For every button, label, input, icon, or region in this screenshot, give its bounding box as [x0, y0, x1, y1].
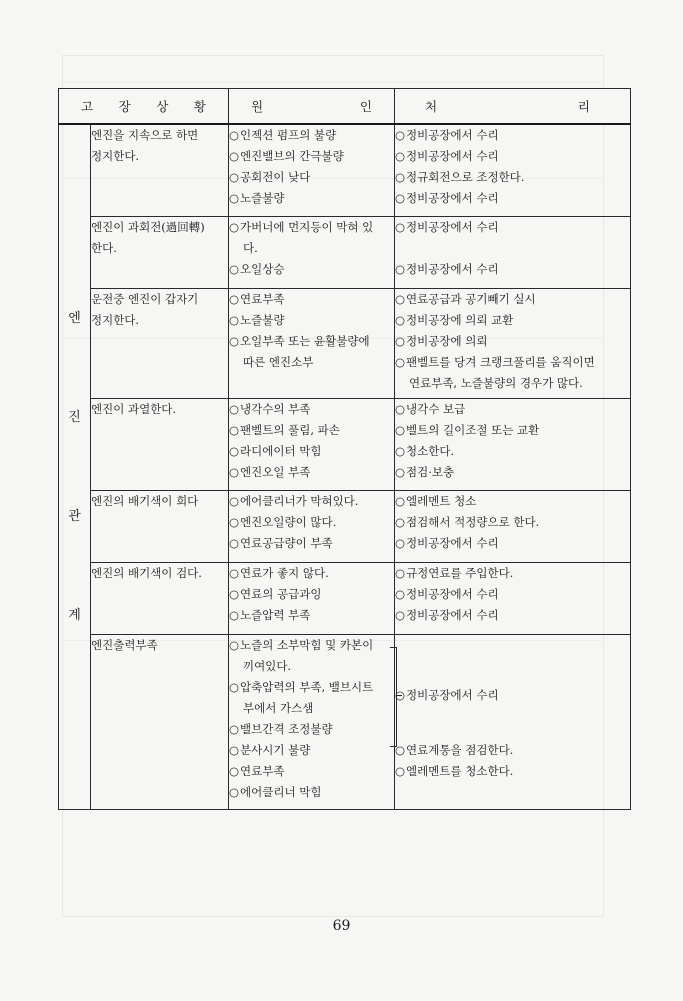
table-row	[59, 398, 631, 490]
cause-item: ○ 엔진오일 부족	[229, 462, 394, 483]
cause-cell	[229, 490, 395, 562]
category-engine	[59, 124, 91, 809]
bracketed-causes	[229, 635, 394, 761]
cause-item: ○ 연료부족	[229, 761, 394, 782]
cause-cell	[229, 124, 395, 216]
header-char: 장	[118, 98, 131, 114]
action-item: ○ 정비공장에서 수리	[395, 188, 630, 209]
action-item: ○ 청소한다.	[395, 441, 630, 462]
symptom-cell	[91, 398, 229, 490]
header-char: 처	[425, 98, 438, 114]
cause-item: ○ 분사시기 불량	[229, 740, 394, 761]
cause-item: ○ 팬벨트의 풀림, 파손	[229, 420, 394, 441]
action-item: ○ 연료공급과 공기빼기 실시	[395, 289, 630, 310]
cause-item: ○ 냉각수의 부족	[229, 399, 394, 420]
action-item: ○ 엘레멘트 청소	[395, 491, 630, 512]
action-cell	[395, 490, 631, 562]
cause-item: ○ 연료부족	[229, 289, 394, 310]
cause-item: ○ 에어클리너가 막혀있다.	[229, 491, 394, 512]
cause-item: ○ 노즐불량	[229, 310, 394, 331]
cause-cell	[229, 634, 395, 809]
symptom-cell	[91, 124, 229, 216]
header-char: 황	[193, 98, 206, 114]
table-row	[59, 288, 631, 398]
cause-item-continued: 따른 엔진소부	[243, 354, 314, 369]
header-symptom	[59, 89, 229, 125]
action-cell	[395, 124, 631, 216]
cause-item: ○ 엔진오일량이 많다.	[229, 512, 394, 533]
symptom-cell	[91, 562, 229, 634]
symptom-text: 엔진을 지속으로 하면	[91, 128, 199, 142]
action-item: ○ 정비공장에서 수리	[395, 533, 630, 554]
cause-item-continued: 다.	[243, 240, 258, 255]
grouping-bracket-tick	[396, 695, 402, 696]
action-item: ○ 점검·보충	[395, 462, 630, 483]
header-char: 고	[81, 98, 94, 114]
cause-item: ○ 가버너에 먼지등이 막혀 있	[229, 217, 394, 238]
cause-cell	[229, 562, 395, 634]
category-char: 계	[68, 607, 81, 623]
action-item: ○ 정비공장에서 수리	[395, 605, 630, 626]
cause-item: ○ 엔진밸브의 간극불량	[229, 146, 394, 167]
symptom-text: 운전중 엔진이 갑자기	[91, 291, 199, 306]
symptom-text: 정지한다.	[91, 149, 140, 163]
action-item: ○ 팬벨트를 당겨 크랭크풀리를 움직이면	[395, 352, 630, 373]
cause-item: ○ 에어클리너 막힘	[229, 782, 394, 803]
cause-item: ○ 노즐불량	[229, 188, 394, 209]
symptom-text: 엔진이 과열한다.	[91, 401, 177, 416]
table-row	[59, 634, 631, 809]
cause-item: ○ 밸브간격 조정불량	[229, 719, 394, 740]
symptom-cell	[91, 216, 229, 288]
header-char: 원	[251, 98, 264, 114]
cause-item-continued: 부에서 가스샘	[243, 700, 314, 715]
cause-item: ○ 노즐의 소부막힘 및 카본이	[229, 635, 394, 656]
action-cell	[395, 398, 631, 490]
action-item: ○ 정비공장에서 수리	[395, 685, 630, 706]
cause-item: ○ 인젝션 펌프의 불량	[229, 125, 394, 146]
action-item: ○ 정비공장에서 수리	[395, 125, 630, 146]
cause-cell	[229, 288, 395, 398]
action-item: ○ 정비공장에서 수리	[395, 584, 630, 605]
symptom-cell	[91, 288, 229, 398]
action-item: ○ 연료계통을 점검한다.	[395, 740, 630, 761]
header-action	[395, 89, 631, 125]
action-item: ○ 벨트의 길이조절 또는 교환	[395, 420, 630, 441]
category-char: 엔	[68, 310, 81, 326]
table-header-row	[59, 89, 631, 125]
cause-item: ○ 압축압력의 부족, 밸브시트	[229, 677, 394, 698]
action-item: ○ 정비공장에 의뢰	[395, 331, 630, 352]
action-item: ○ 정비공장에서 수리	[395, 146, 630, 167]
action-cell	[395, 216, 631, 288]
cause-cell	[229, 216, 395, 288]
category-char: 진	[68, 409, 81, 425]
table-row	[59, 216, 631, 288]
action-item: ○ 정비공장에서 수리	[395, 259, 630, 280]
cause-item: ○ 노즐압력 부족	[229, 605, 394, 626]
action-cell	[395, 562, 631, 634]
ghost-line	[62, 82, 602, 83]
cause-item: ○ 연료가 좋지 않다.	[229, 563, 394, 584]
cause-item: ○ 오일상승	[229, 259, 394, 280]
action-item: ○ 정비공장에 의뢰 교환	[395, 310, 630, 331]
cause-item: ○ 라디에이터 막힘	[229, 441, 394, 462]
action-item: ○ 냉각수 보급	[395, 399, 630, 420]
cause-item: ○ 연료공급량이 부족	[229, 533, 394, 554]
symptom-cell	[91, 490, 229, 562]
header-cause	[229, 89, 395, 125]
symptom-cell	[91, 634, 229, 809]
header-char: 리	[577, 98, 590, 114]
cause-item-continued: 끼여있다.	[243, 658, 292, 673]
cause-item: ○ 오일부족 또는 윤활불량에	[229, 331, 394, 352]
action-item-continued: 연료부족, 노즐불량의 경우가 많다.	[409, 375, 583, 390]
category-char: 관	[68, 508, 81, 524]
table-row	[59, 124, 631, 216]
symptom-text: 엔진이 과회전(過回轉)	[91, 219, 205, 234]
spacer	[395, 238, 630, 259]
cause-item: ○ 연료의 공급과잉	[229, 584, 394, 605]
troubleshooting-table	[58, 88, 631, 810]
action-item: ○ 정비공장에서 수리	[395, 217, 630, 238]
action-cell	[395, 634, 631, 809]
cause-item: ○ 공회전이 낮다	[229, 167, 394, 188]
cause-cell	[229, 398, 395, 490]
page-number: 69	[332, 918, 351, 934]
symptom-text: 한다.	[91, 240, 117, 255]
grouping-bracket	[390, 647, 397, 747]
symptom-text: 정지한다.	[91, 312, 140, 327]
action-item: ○ 규정연료를 주입한다.	[395, 563, 630, 584]
action-cell	[395, 288, 631, 398]
symptom-text: 엔진의 배기색이 희다	[91, 493, 199, 508]
action-item: ○ 엘레멘트를 청소한다.	[395, 761, 630, 782]
symptom-text: 엔진출력부족	[91, 637, 158, 652]
table-row	[59, 562, 631, 634]
header-char: 인	[359, 98, 372, 114]
action-item: ○ 정규회전으로 조정한다.	[395, 167, 630, 188]
action-item: ○ 점검해서 적정량으로 한다.	[395, 512, 630, 533]
table-row	[59, 490, 631, 562]
header-char: 상	[156, 98, 169, 114]
symptom-text: 엔진의 배기색이 검다.	[91, 565, 202, 580]
